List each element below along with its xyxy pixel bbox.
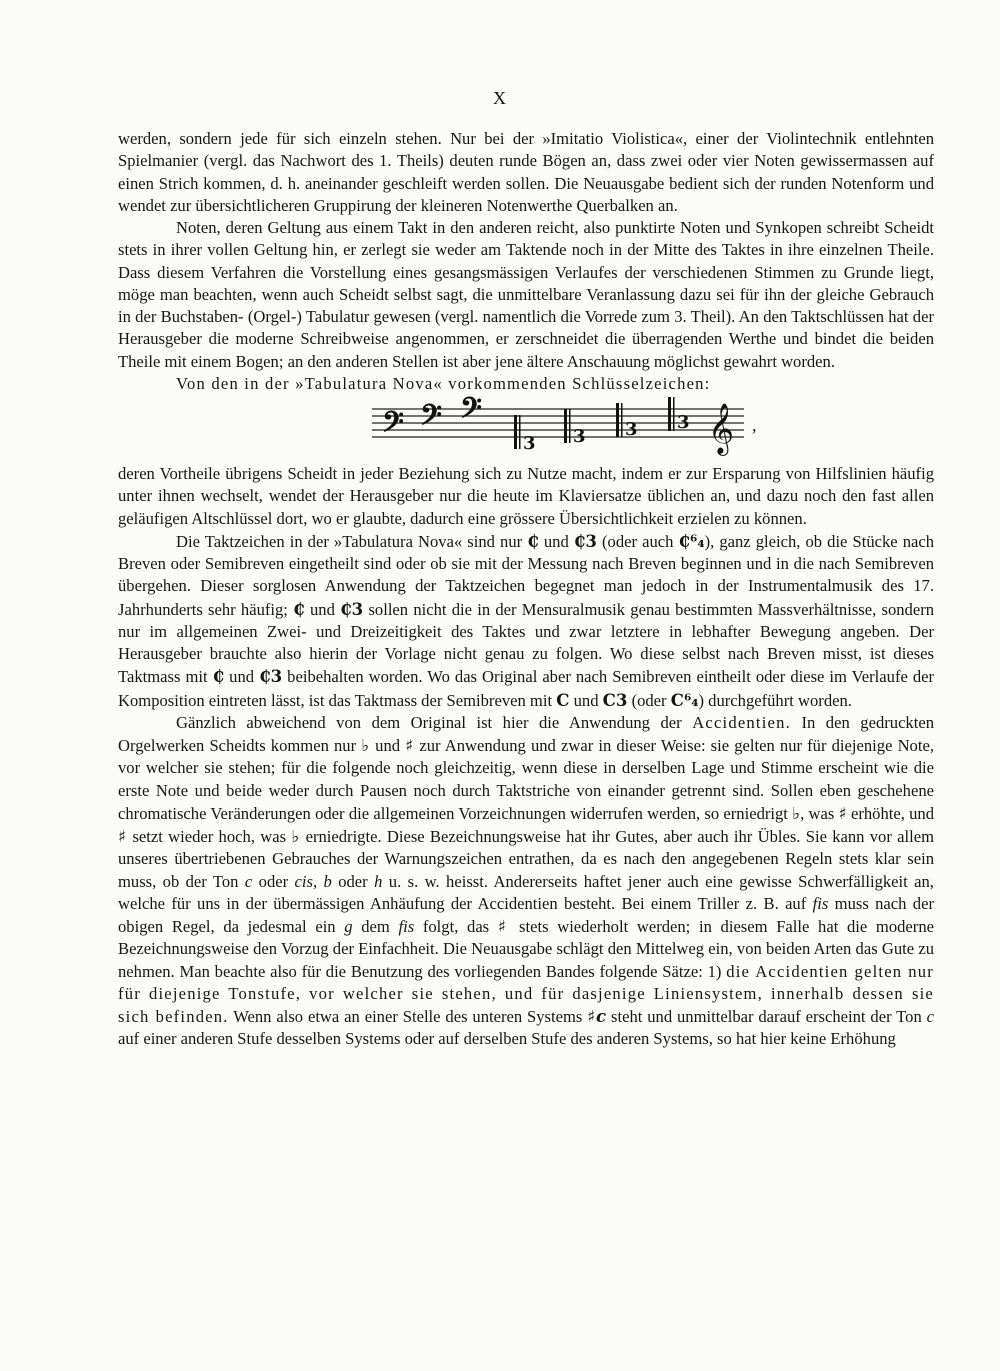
p6-text: , [312,871,318,891]
p6-text: auf einer anderen Stufe desselben Systems oder auf derselben Stufe des anderen Systems, so hat hier keine Erhöhung [118,1029,896,1049]
p5-text: Die Taktzeichen in der »Tabulatura Nova« sind nur [176,531,523,551]
note-name: cis [294,871,313,891]
p6-spaced-text: die Accidentien gelten nur für diejenige Tonstufe, vor welcher sie stehen, und für dasjenige Liniensystem, innerhalb dessen sie sich befinden. [118,961,934,1026]
sharp-icon: ♯ [405,735,415,755]
treble-clef-icon: 𝄞 [708,403,735,454]
soprano-clef-digit: 3 [677,412,690,433]
alto-clef-icon [564,409,586,447]
paragraph-3-text: Von den in der »Tabulatura Nova« vorkommenden Schlüsselzeichen: [176,373,711,393]
body-text [118,128,934,1051]
flat-icon: ♭ [361,735,371,755]
p5-text: ) durchgeführt worden. [698,690,852,710]
p6-text: In den gedruckten Orgelwerken Scheidts kommen nur [118,712,935,755]
p5-text: ), ganz gleich, ob die Stücke nach Breven oder Semibreven eingetheilt sind oder ob sie mit der Messung nach Breven beginnen und in die nach Semibreven übergehen. Dieser sorglosen Anwendung der Taktzeichen begegnet man jedoch in der Instrumentalmusik des 17. Jahrhunderts sehr häufig; [118,531,935,619]
baritone-clef-icon: 𝄢 [420,399,442,439]
soprano-clef-icon [668,397,690,433]
c-cut-3-icon: ₵3 [340,598,364,619]
note-name: h [374,871,383,891]
clef-staff-figure [368,395,788,459]
p6-text: steht und unmittelbar darauf erscheint der Ton [611,1007,922,1026]
c-plain-3-icon: C3 [602,689,628,710]
paragraph-1: werden, sondern jede für sich einzeln stehen. Nur bei der »Imitatio Violistica«, einer der Violintechnik entlehnten Spielmanier (vergl. das Nachwort des 1. Theils) deuten runde Bögen an, dass zwei oder vier Noten gewissermassen auf einen Strich kommen, d. h. aneinander geschleift werden sollen. Die Neuausgabe bedient sich der runden Notenform und wendet zur übersichtlicheren Gruppirung der kleineren Notenwerthe Querbalken an. [118,129,934,215]
p6-text: erniedrigte. Diese Bezeichnungsweise hat ihr Gutes, aber auch ihr Übles. Sie kann vor allem unseres übertriebenen Gebrauches der Warnungszeichen entrathen, da es nach den angegebenen Regeln stets klar sein muss, ob der Ton [118,827,934,891]
p5-text: (oder [631,690,667,710]
bass-clef-icon: 𝄢 [382,406,404,446]
sharp-c-icon: ♯c [587,1006,607,1026]
p5-text: (oder auch [602,531,674,551]
p6-text: setzt wieder hoch, was [132,827,287,846]
p6-text: zur Anwendung und zwar in dieser Weise: sie gelten nur für diejenige Note, vor welcher sie stehen; für die folgende noch gleichzeitig, wenn diese in derselben Lage und Stimme erscheint wie die erste Note und beide weder durch Pausen noch durch Taktstriche von einander getrennt sind. Sollen eben geschehene chromatische Veränderungen oder die allgemeinen Vorzeichnungen widerrufen werden, so erniedrigt [118,736,934,823]
c-cut-3-icon: ₵3 [573,530,597,551]
p6-text: dem [361,917,390,936]
p5-text: sollen nicht die in der Mensuralmusik genau bestimmten Massverhältnisse, sondern nur im allgemeinen Zwei- und Dreizeitigkeit des Taktes und zwar letztere in lebhafter Bewegung angeben. Der Herausgeber brauchte also hierin der Vorlage nicht genau zu folgen. Wo diese selbst nach Breven misst, ist dieses Taktmass mit [118,599,935,687]
c-cut-6-4-icon: ₵⁶₄ [678,530,705,551]
p6-text: Gänzlich abweichend von dem Original ist hier die Anwendung der [176,712,682,732]
paragraph-3 [118,373,934,395]
note-name: g [344,917,353,936]
note-name: fis [398,917,415,936]
note-name: c [926,1007,935,1026]
tenor-clef-icon [514,415,536,454]
page-number: X [493,88,507,108]
p6-text: und [375,736,401,755]
paragraph-2: Noten, deren Geltung aus einem Takt in den anderen reicht, also punktirte Noten und Synkopen schreibt Scheidt stets in ihrer vollen Geltung hin, er zerlegt sie weder am Taktende noch in der Mitte des Taktes in ihre einzelnen Theile. Dass diesem Verfahren die Vorstellung eines gesangsmässigen Verlaufes der verschiedenen Stimmen zu Grunde liegt, möge man beachten, wenn auch Scheidt selbst sagt, die unmittelbare Veranlassung dazu sei für ihn der gleiche Gebrauch in der Buchstaben- (Orgel-) Tabulatur gewesen (vergl. namentlich die Vorrede zum 3. Theil). An den Taktschlüssen hat der Herausgeber die moderne Schreibweise angenommen, er zerschneidet die überragenden Werthe und bindet die beiden Theile mit einem Bogen; an den anderen Stellen ist aber jene ältere Anschauung möglichst gewahrt worden. [118,218,934,371]
clef-trailing-comma: , [752,415,757,435]
note-name: fis [812,893,829,913]
p6-text: oder [338,871,368,891]
p6-text: , was [800,803,835,823]
paragraph-4: deren Vortheile übrigens Scheidt in jeder Beziehung sich zu Nutze macht, indem er zur Ersparung von Hilfslinien häufig unter ihnen wechselt, wendet der Herausgeber nur die heute im Klaviersatze üblichen an, und dazu noch den fast allen geläufigen Altschlüssel dort, wo er glaubte, dadurch eine grössere Übersichtlichkeit erzielen zu können. [118,464,934,528]
p5-text: und [229,667,255,687]
note-name: c [244,871,253,891]
flat-icon: ♭ [792,802,801,823]
p5-text: und [309,599,335,619]
p5-text: und [573,690,599,710]
clef-example [118,395,934,463]
p6-text: Wenn also etwa an einer Stelle des unteren Systems [233,1007,583,1026]
tenor-clef-digit: 3 [523,433,536,454]
p6-text: oder [258,871,289,891]
c-cut-icon: ₵ [293,598,305,619]
sharp-icon: ♯ [497,916,511,936]
p6-text: u. s. w. heisst. Andererseits haftet jener auch eine gewisse Schwerfälligkeit an, welche für uns in der übermässigen Anhäufung der Accidentien besteht. Bei einem Triller z. B. auf [118,871,934,913]
paragraph-6 [118,712,934,1051]
c-cut-icon: ₵ [527,530,539,551]
c-cut-icon: ₵ [212,666,225,687]
sharp-icon: ♯ [118,826,128,846]
note-name: b [323,871,332,891]
p5-text: beibehalten worden. Wo das Original aber nach Semibreven eintheilt oder diese im Verlaufe der Komposition eintreten lässt, ist das Taktmass der Semibreven mit [118,667,935,710]
flat-icon: ♭ [291,826,301,846]
c-plain-6-4-icon: C⁶₄ [670,689,699,710]
p6-text: muss nach der obigen Regel, da jedesmal ein [118,893,934,936]
p5-text: und [543,531,569,551]
sharp-icon: ♯ [838,802,847,823]
p6-text: stets wiederholt werden; in diesem Falle hat die moderne Bezeichnungsweise den Vorzug der Einfachheit. Die Neuausgabe schlägt den Mittelweg ein, von beiden Arten das Gute zu nehmen. Man beachte also für die Benutzung des vorliegenden Bandes folgende Sätze: 1) [118,917,934,981]
p6-text: erhöhte, und [850,803,934,823]
c-cut-3-icon: ₵3 [259,666,283,687]
p6-spaced-text: Accidentien. [692,712,791,732]
p6-text: folgt, das [422,917,490,936]
alto-clef-digit: 3 [573,426,586,447]
subbass-clef-icon: 𝄢 [460,395,482,432]
mezzo-soprano-clef-digit: 3 [625,419,638,440]
paragraph-5 [118,530,934,712]
c-plain-icon: C [556,689,570,710]
